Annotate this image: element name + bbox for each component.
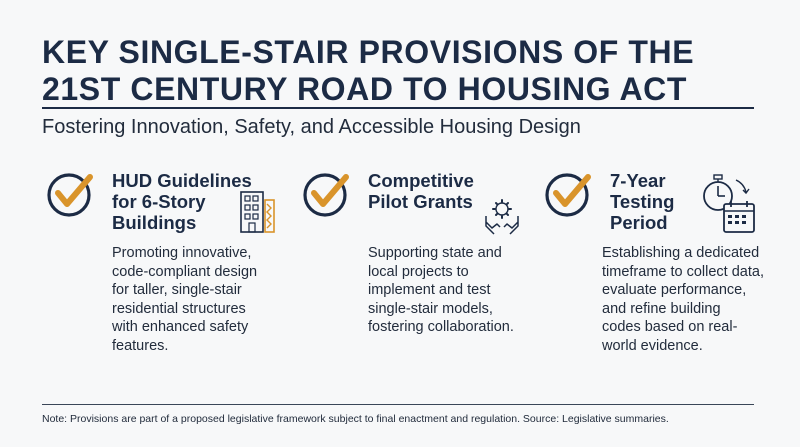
title-line-2: 21ST CENTURY ROAD TO HOUSING ACT (42, 71, 688, 107)
title-line-1: KEY SINGLE-STAIR PROVISIONS OF THE (42, 34, 695, 70)
footer-divider (42, 404, 754, 405)
checkmark-circle-icon (46, 170, 94, 218)
card-description: Promoting innovative, code-compliant design for taller, single-stair residential structures with enhanced safety features. (112, 245, 258, 354)
subtitle: Fostering Innovation, Safety, and Accessible Housing Design (42, 116, 581, 138)
title-divider (42, 107, 754, 109)
card-heading: Competitive Pilot Grants (368, 170, 474, 212)
hands-gear-icon (482, 196, 522, 236)
stopwatch-calendar-icon (700, 174, 756, 236)
card-heading: 7-Year Testing Period (610, 170, 675, 233)
card-heading: HUD Guidelines for 6-Story Buildings (112, 170, 252, 233)
checkmark-circle-icon (544, 170, 592, 218)
building-icon (238, 188, 278, 234)
page-title (42, 34, 772, 108)
footer-note: Note: Provisions are part of a proposed legislative framework subject to final enactment and regulation. Source: Legislative summaries. (42, 413, 669, 425)
card-description: Supporting state and local projects to implement and test single-stair models, fostering collaboration. (368, 245, 514, 336)
card-description: Establishing a dedicated timeframe to collect data, evaluate performance, and refine building codes based on real- world evidence. (602, 245, 764, 354)
checkmark-circle-icon (302, 170, 350, 218)
